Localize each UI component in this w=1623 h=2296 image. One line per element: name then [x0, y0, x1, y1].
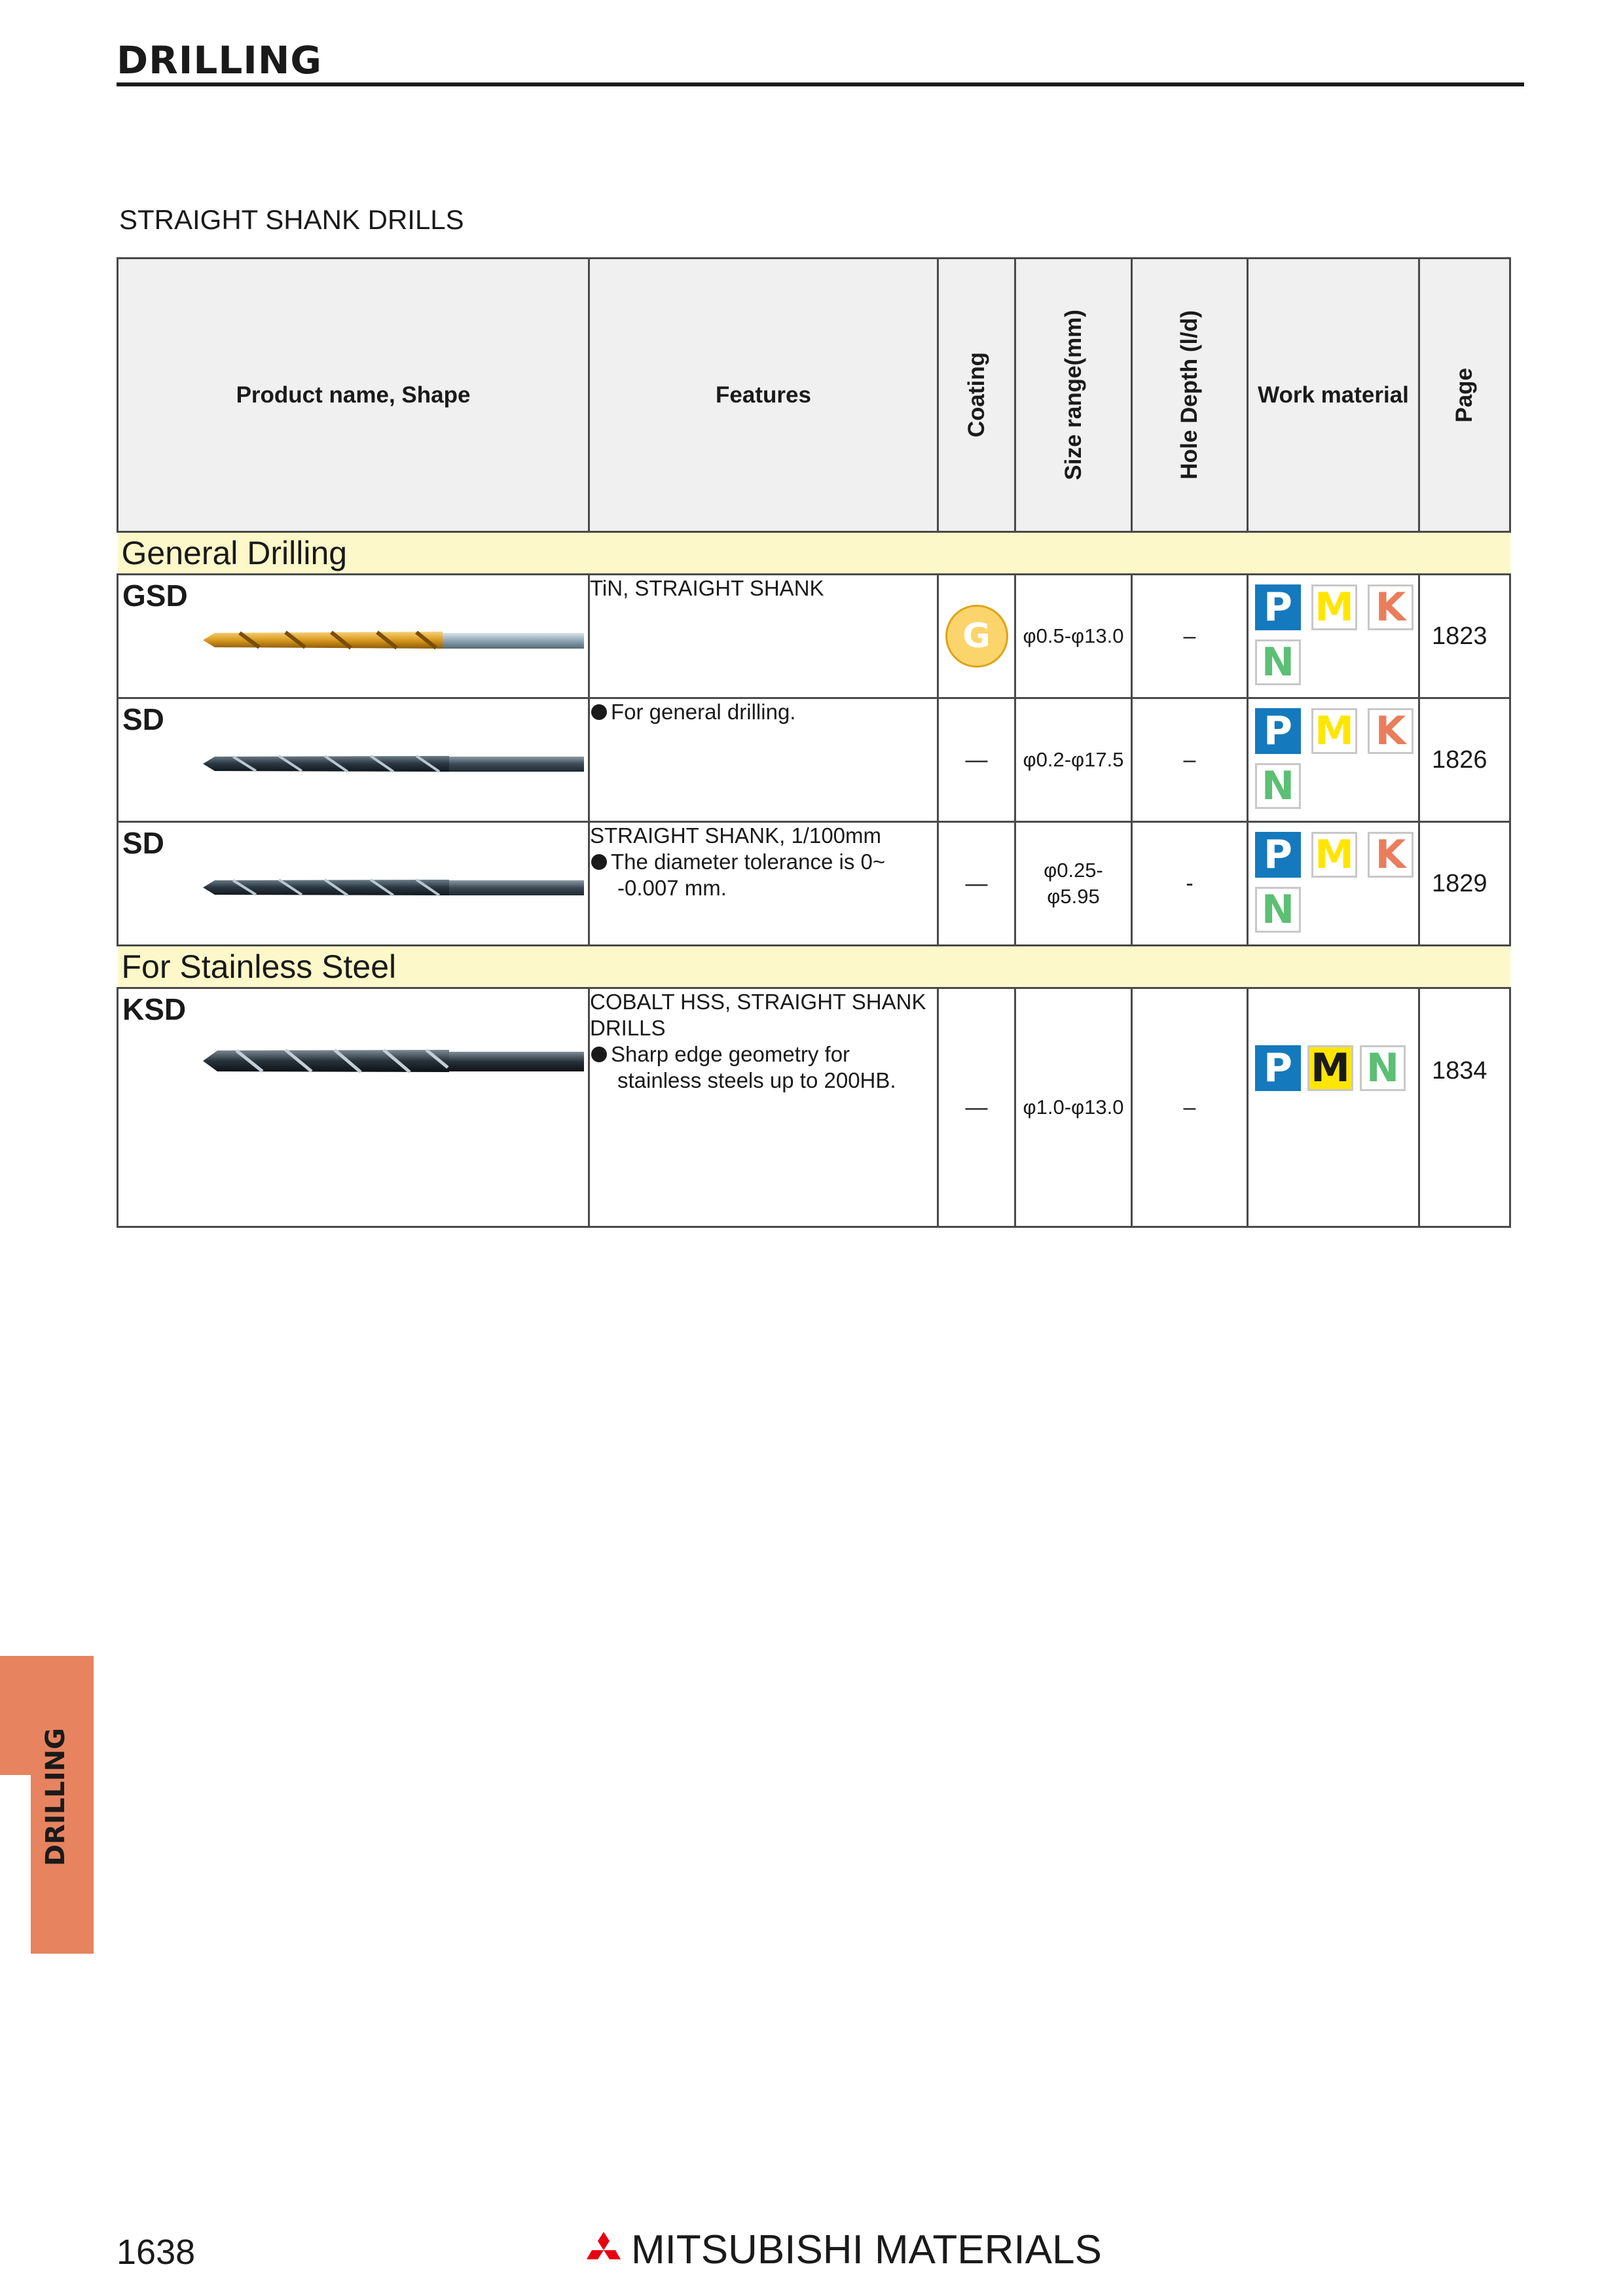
material-k-icon: K: [1368, 584, 1413, 630]
product-cell: [118, 988, 589, 1227]
col-header-page-cell: [1419, 259, 1510, 532]
features-cell: [589, 822, 938, 946]
bullet-icon: [591, 704, 607, 720]
product-name: KSD: [122, 992, 187, 1026]
table-header-row: [118, 259, 1510, 532]
coating-g-icon: G: [945, 605, 1008, 668]
feature-bullet-line: -0.007 mm.: [617, 876, 727, 900]
col-header-work-material: Work material: [1248, 259, 1419, 532]
feature-title: COBALT HSS, STRAIGHT SHANK: [590, 990, 926, 1014]
depth-cell: -: [1132, 822, 1248, 946]
col-header-depth: Hole Depth (l/d): [1176, 310, 1202, 480]
material-m-icon: M: [1311, 708, 1357, 754]
work-material-cell: [1248, 698, 1419, 822]
material-n-icon: N: [1360, 1045, 1406, 1091]
three-diamonds-icon: [583, 2232, 625, 2269]
features-cell: [589, 988, 938, 1227]
material-k-icon: K: [1368, 708, 1413, 754]
page-ref-link[interactable]: 1826: [1419, 698, 1510, 822]
product-name: GSD: [122, 579, 188, 613]
category-label-stainless: For Stainless Steel: [118, 946, 1510, 988]
feature-title: STRAIGHT SHANK, 1/100mm: [590, 823, 882, 848]
product-name: SD: [122, 702, 164, 736]
table-row[interactable]: [118, 988, 1510, 1227]
col-header-features: Features: [589, 259, 938, 532]
page-ref-link[interactable]: 1834: [1419, 988, 1510, 1227]
side-tab-label-wrap: [41, 1728, 80, 1892]
depth-cell: –: [1132, 575, 1248, 698]
work-material-cell: [1248, 822, 1419, 946]
material-p-icon: P: [1255, 1045, 1301, 1091]
product-table: [117, 257, 1511, 1228]
size-cell: [1015, 822, 1132, 946]
work-material-icons: [1249, 699, 1418, 809]
size-cell: φ1.0-φ13.0: [1015, 988, 1132, 1227]
material-n-icon: N: [1255, 887, 1301, 933]
col-header-coating: Coating: [963, 352, 989, 438]
features-cell: [589, 698, 938, 822]
brand-logo: [583, 2227, 1102, 2273]
page-ref-link[interactable]: 1823: [1419, 575, 1510, 698]
material-m-icon: M: [1311, 584, 1357, 630]
depth-cell: –: [1132, 698, 1248, 822]
page-header-title: DRILLING: [117, 38, 323, 82]
coating-cell: —: [938, 698, 1015, 822]
col-header-page: Page: [1451, 367, 1477, 423]
coating-cell: —: [938, 822, 1015, 946]
col-header-size: Size range(mm): [1060, 310, 1086, 480]
page-ref-link[interactable]: 1829: [1419, 822, 1510, 946]
size-line: φ0.25-: [1044, 859, 1103, 882]
material-m-icon: M: [1307, 1045, 1353, 1091]
work-material-icons: [1249, 989, 1418, 1091]
work-material-icons: [1249, 823, 1418, 933]
col-header-coating-cell: [938, 259, 1015, 532]
section-title: STRAIGHT SHANK DRILLS: [119, 204, 464, 235]
category-label-general: General Drilling: [118, 532, 1510, 575]
feature-bullet: [590, 849, 937, 901]
feature-bullet: [590, 699, 937, 725]
features-cell: [589, 575, 938, 698]
feature-bullet-line: stainless steels up to 200HB.: [617, 1068, 896, 1092]
size-cell: φ0.5-φ13.0: [1015, 575, 1132, 698]
feature-title: DRILLS: [590, 1016, 666, 1040]
col-header-product: Product name, Shape: [118, 259, 589, 532]
gsd-drill-image: [200, 625, 587, 655]
ksd-drill-image: [200, 1041, 587, 1081]
header-rule: [117, 82, 1524, 86]
work-material-cell: [1248, 988, 1419, 1227]
material-n-icon: N: [1255, 639, 1301, 685]
sd-precision-drill-image: [200, 872, 587, 903]
feature-bullet-text: [611, 849, 885, 901]
size-cell: φ0.2-φ17.5: [1015, 698, 1132, 822]
material-p-icon: P: [1255, 708, 1301, 754]
product-cell: [118, 698, 589, 822]
feature-title: TiN, STRAIGHT SHANK: [590, 576, 824, 600]
table-row[interactable]: [118, 822, 1510, 946]
work-material-icons: [1249, 575, 1418, 685]
brand-name: MITSUBISHI MATERIALS: [631, 2227, 1102, 2272]
product-name: SD: [122, 826, 164, 860]
material-k-icon: K: [1368, 832, 1413, 878]
material-n-icon: N: [1255, 763, 1301, 809]
feature-bullet: [590, 1041, 937, 1094]
depth-cell: –: [1132, 988, 1248, 1227]
side-tab-notch: [0, 1656, 31, 1775]
product-cell: [118, 822, 589, 946]
material-m-icon: M: [1311, 832, 1357, 878]
sd-drill-image: [200, 749, 587, 779]
side-tab-label: DRILLING: [41, 1728, 71, 1867]
feature-bullet-text: For general drilling.: [611, 700, 796, 724]
bullet-icon: [591, 854, 607, 870]
feature-bullet-line: The diameter tolerance is 0~: [611, 850, 886, 874]
material-p-icon: P: [1255, 832, 1301, 878]
work-material-cell: [1248, 575, 1419, 698]
coating-cell: —: [938, 988, 1015, 1227]
table-row[interactable]: [118, 575, 1510, 698]
category-row-stainless: [118, 946, 1510, 988]
coating-cell: [938, 575, 1015, 698]
product-cell: [118, 575, 589, 698]
material-p-icon: P: [1255, 584, 1301, 630]
col-header-depth-cell: [1132, 259, 1248, 532]
size-line: φ5.95: [1047, 885, 1100, 908]
category-row-general: [118, 532, 1510, 575]
table-row[interactable]: [118, 698, 1510, 822]
feature-bullet-line: Sharp edge geometry for: [611, 1042, 850, 1066]
col-header-size-cell: [1015, 259, 1132, 532]
bullet-icon: [591, 1047, 607, 1062]
page-number: 1638: [117, 2233, 196, 2272]
feature-bullet-text: [611, 1041, 896, 1094]
